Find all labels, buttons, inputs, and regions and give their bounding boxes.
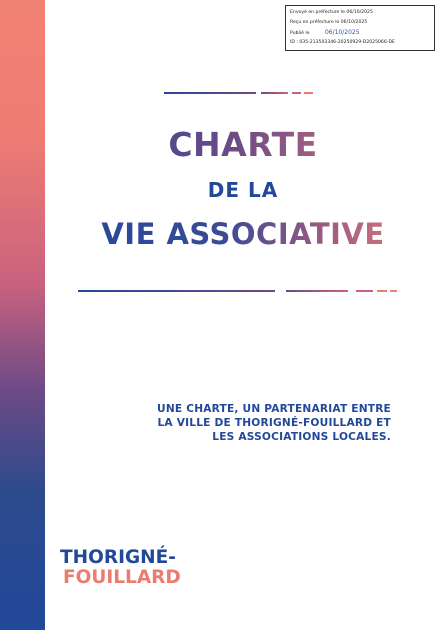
top-rule-mid xyxy=(261,92,288,94)
stamp-publie-date: 06/10/2025 xyxy=(324,28,360,36)
top-rule-short2 xyxy=(304,92,313,94)
tagline xyxy=(131,402,391,444)
top-rule-short1 xyxy=(292,92,301,94)
stamp-recu: Reçu en préfecture le 06/10/2025 xyxy=(290,19,368,25)
prefecture-stamp xyxy=(285,5,435,51)
title-de-la: DE LA xyxy=(207,178,279,202)
tagline-line-1: UNE CHARTE, UN PARTENARIAT ENTRE xyxy=(157,403,391,415)
bottom-rule-short2 xyxy=(377,290,387,292)
city-logo xyxy=(60,548,181,588)
tagline-line-3: LES ASSOCIATIONS LOCALES. xyxy=(212,431,391,443)
bottom-rule-long xyxy=(78,290,275,292)
bottom-rule-short1 xyxy=(356,290,373,292)
stamp-envoye: Envoyé en préfecture le 06/10/2025 xyxy=(290,10,373,15)
title-vie-associative: VIE ASSOCIATIVE xyxy=(45,217,441,251)
stamp-publie xyxy=(290,28,430,39)
tagline-line-2: LA VILLE DE THORIGNÉ-FOUILLARD ET xyxy=(157,417,391,429)
logo-line-2: FOUILLARD xyxy=(63,567,181,588)
bottom-rule-mid xyxy=(286,290,348,292)
title-charte: CHARTE xyxy=(45,125,441,164)
logo-line-1: THORIGNÉ- xyxy=(60,547,176,568)
stamp-id: ID : 035-213503346-20250929-D2025066-DE xyxy=(290,40,395,46)
decorative-gradient-band xyxy=(0,0,45,630)
stamp-publie-label: Publié le xyxy=(290,30,310,36)
bottom-rule-short3 xyxy=(390,290,397,292)
top-rule-long xyxy=(164,92,256,94)
